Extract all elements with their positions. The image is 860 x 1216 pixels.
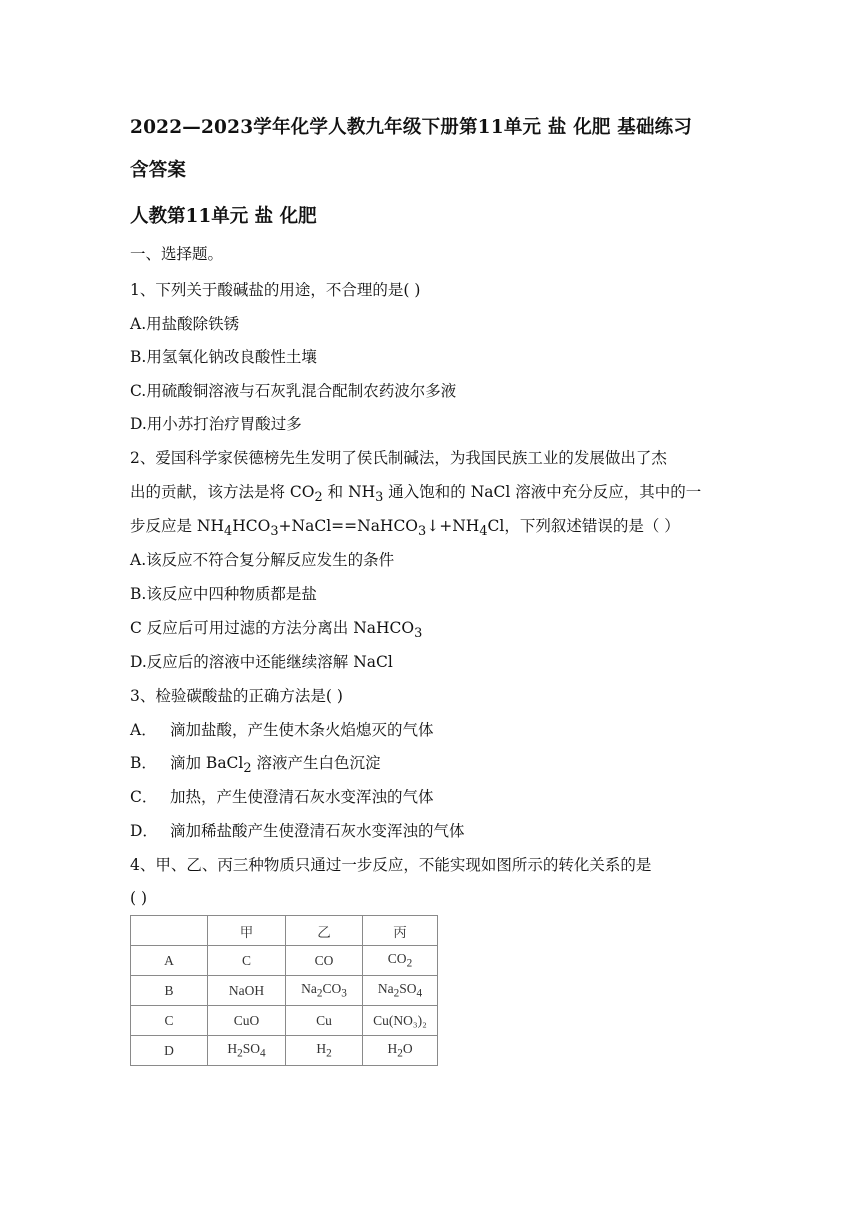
q3-option-a: A． 滴加盐酸，产生使木条火焰熄灭的气体 (130, 721, 434, 739)
q2-option-a: A.该反应不符合复分解反应发生的条件 (130, 551, 395, 569)
q3-option-b: B． 滴加 BaCl$_2$ 溶液产生白色沉淀 (130, 754, 381, 777)
q2-option-b: B.该反应中四种物质都是盐 (130, 585, 317, 603)
q1-stem: 1、下列关于酸碱盐的用途，不合理的是( ) (130, 281, 421, 299)
q1-option-d: D.用小苏打治疗胃酸过多 (130, 415, 302, 433)
table-header-row (131, 916, 438, 946)
table-cell: D (131, 1036, 208, 1066)
table-row (131, 1006, 438, 1036)
q4-stem-line-1: 4、甲、乙、丙三种物质只通过一步反应，不能实现如图所示的转化关系的是 (130, 856, 652, 874)
q2-option-c: C 反应后可用过滤的方法分离出 NaHCO$_3$ (130, 619, 423, 642)
table-row (131, 976, 438, 1006)
q3-option-d: D． 滴加稀盐酸产生使澄清石灰水变浑浊的气体 (130, 822, 465, 840)
table-cell: Cu(NO₃)₂ (363, 1006, 438, 1036)
table-cell: CO (286, 946, 363, 976)
q1-option-a: A.用盐酸除铁锈 (130, 315, 240, 333)
table-cell: A (131, 946, 208, 976)
q3-option-c: C． 加热，产生使澄清石灰水变浑浊的气体 (130, 788, 434, 806)
table-cell: B (131, 976, 208, 1006)
q2-stem-line-2: 出的贡献，该方法是将 $CO_2$ 和 $NH_3$ 通入饱和的 NaCl 溶液中充分反应，其中的一 (130, 483, 702, 506)
table-cell: $H_2$ (286, 1036, 363, 1066)
table-cell: Cu (286, 1006, 363, 1036)
table-cell: 丙 (363, 916, 438, 946)
q2-option-d: D.反应后的溶液中还能继续溶解 NaCl (130, 653, 393, 671)
table-row (131, 946, 438, 976)
table-cell: C (208, 946, 286, 976)
table-cell: $Na_2CO_3$ (286, 976, 363, 1006)
table-cell: $H_2O$ (363, 1036, 438, 1066)
table-cell: NaOH (208, 976, 286, 1006)
q1-option-b: B.用氢氧化钠改良酸性土壤 (130, 348, 317, 366)
section-heading: 一、选择题。 (130, 245, 224, 263)
q4-stem-line-2: ( ) (130, 889, 148, 907)
table-cell (131, 916, 208, 946)
q2-stem-line-1: 2、爱国科学家侯德榜先生发明了侯氏制碱法，为我国民族工业的发展做出了杰 (130, 449, 667, 467)
doc-title-line-2: 含答案 (130, 160, 187, 181)
q4-table (130, 915, 438, 1066)
table-row (131, 1036, 438, 1066)
q3-stem: 3、检验碳酸盐的正确方法是( ) (130, 687, 343, 705)
table-cell: 甲 (208, 916, 286, 946)
table-cell: $H_2SO_4$ (208, 1036, 286, 1066)
doc-title-line-1: 2022—2023学年化学人教九年级下册第11单元 盐 化肥 基础练习 (130, 117, 693, 138)
table-cell: $CO_2$ (363, 946, 438, 976)
doc-subtitle: 人教第11单元 盐 化肥 (130, 206, 317, 227)
q1-option-c: C.用硫酸铜溶液与石灰乳混合配制农药波尔多液 (130, 382, 457, 400)
table-cell: 乙 (286, 916, 363, 946)
table-cell: C (131, 1006, 208, 1036)
q2-stem-line-3: 步反应是 $NH_4HCO_3+NaCl==NaHCO_3↓+NH_4Cl$，下列叙述错误的是（ ） (130, 517, 680, 540)
table-cell: CuO (208, 1006, 286, 1036)
table-cell: $Na_2SO_4$ (363, 976, 438, 1006)
